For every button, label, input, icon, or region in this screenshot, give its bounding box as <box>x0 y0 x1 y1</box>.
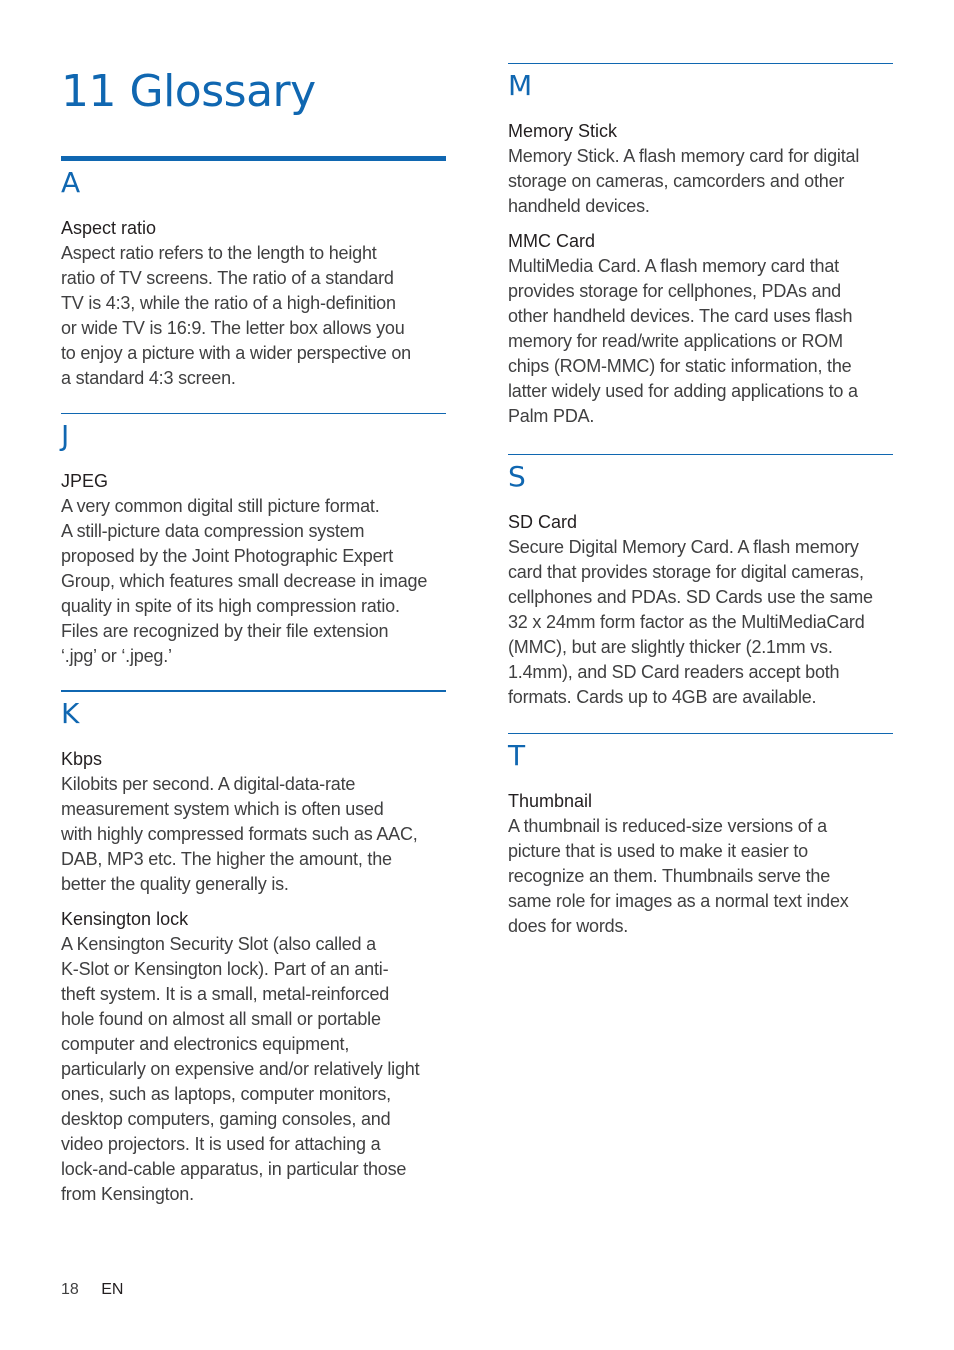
page-footer <box>61 1279 123 1301</box>
glossary-definition: Secure Digital Memory Card. A flash memory card that provides storage for digital cameras, cellphones and PDAs. SD Cards use the same 32 x 24mm form factor as the MultiMediaCard (MMC), but are slightly thicker (2.1mm vs. 1.4mm), and SD Card readers accept both formats. Cards up to 4GB are available. <box>508 537 873 707</box>
section-letter: T <box>508 739 526 772</box>
glossary-term: Kensington lock <box>61 909 189 929</box>
glossary-section-j <box>61 413 446 669</box>
glossary-term: Memory Stick <box>508 121 618 141</box>
language-code: EN <box>101 1281 124 1298</box>
glossary-definition: A very common digital still picture format. A still-picture data compression system proposed by the Joint Photographic Expert Group, which features small decrease in image quality in spite of its high compression ratio. Files are recognized by their file extension ‘.jpg’ or ‘.jpeg.’ <box>61 496 428 666</box>
glossary-entry <box>508 510 893 710</box>
glossary-entry <box>508 789 893 939</box>
section-letter: K <box>61 697 80 730</box>
glossary-term: MMC Card <box>508 231 596 251</box>
glossary-entry <box>508 229 893 429</box>
page-number: 18 <box>61 1281 79 1298</box>
glossary-definition: A Kensington Security Slot (also called a K-Slot or Kensington lock). Part of an anti- theft system. It is a small, metal-reinforced hole found on almost all small or portable computer and electronics equipment, particularly on expensive and/or relatively light ones, such as laptops, computer monitors, desktop computers, gaming consoles, and video projectors. It is used for attaching a lock-and-cable apparatus, in particular those from Kensington. <box>61 934 420 1204</box>
section-letter: A <box>61 166 81 199</box>
page-title: 11 Glossary <box>61 66 316 117</box>
section-divider <box>508 454 893 455</box>
section-divider <box>508 63 893 64</box>
glossary-entry <box>61 747 446 897</box>
glossary-term: JPEG <box>61 471 109 491</box>
section-divider <box>61 413 446 414</box>
glossary-term: Thumbnail <box>508 791 593 811</box>
glossary-definition: A thumbnail is reduced-size versions of a picture that is used to make it easier to recognize an them. Thumbnails serve the same role for images as a normal text index does for words. <box>508 816 849 936</box>
glossary-section-a <box>61 156 446 391</box>
glossary-term: SD Card <box>508 512 578 532</box>
glossary-entry <box>61 469 446 669</box>
glossary-section-m <box>508 63 893 429</box>
glossary-section-s <box>508 454 893 710</box>
glossary-entry <box>61 216 446 391</box>
glossary-section-t <box>508 733 893 939</box>
glossary-definition: Kilobits per second. A digital-data-rate measurement system which is often used with highly compressed formats such as AAC, DAB, MP3 etc. The higher the amount, the better the quality generally is. <box>61 774 418 894</box>
glossary-section-k <box>61 690 446 1207</box>
glossary-definition: Aspect ratio refers to the length to height ratio of TV screens. The ratio of a standard TV is 4:3, while the ratio of a high-definition or wide TV is 16:9. The letter box allows you to enjoy a picture with a wider perspective on a standard 4:3 screen. <box>61 243 411 388</box>
section-letter: J <box>61 419 70 452</box>
glossary-definition: MultiMedia Card. A flash memory card that provides storage for cellphones, PDAs and other handheld devices. The card uses flash memory for read/write applications or ROM chips (ROM-MMC) for static information, the latter widely used for adding applications to a Palm PDA. <box>508 256 858 426</box>
section-divider <box>61 690 446 692</box>
section-letter: S <box>508 460 526 493</box>
glossary-term: Aspect ratio <box>61 218 157 238</box>
section-divider <box>61 156 446 161</box>
glossary-entry <box>508 119 893 219</box>
glossary-term: Kbps <box>61 749 103 769</box>
section-letter: M <box>508 69 533 102</box>
section-divider <box>508 733 893 734</box>
glossary-definition: Memory Stick. A flash memory card for digital storage on cameras, camcorders and other handheld devices. <box>508 146 860 216</box>
glossary-entry <box>61 907 446 1207</box>
